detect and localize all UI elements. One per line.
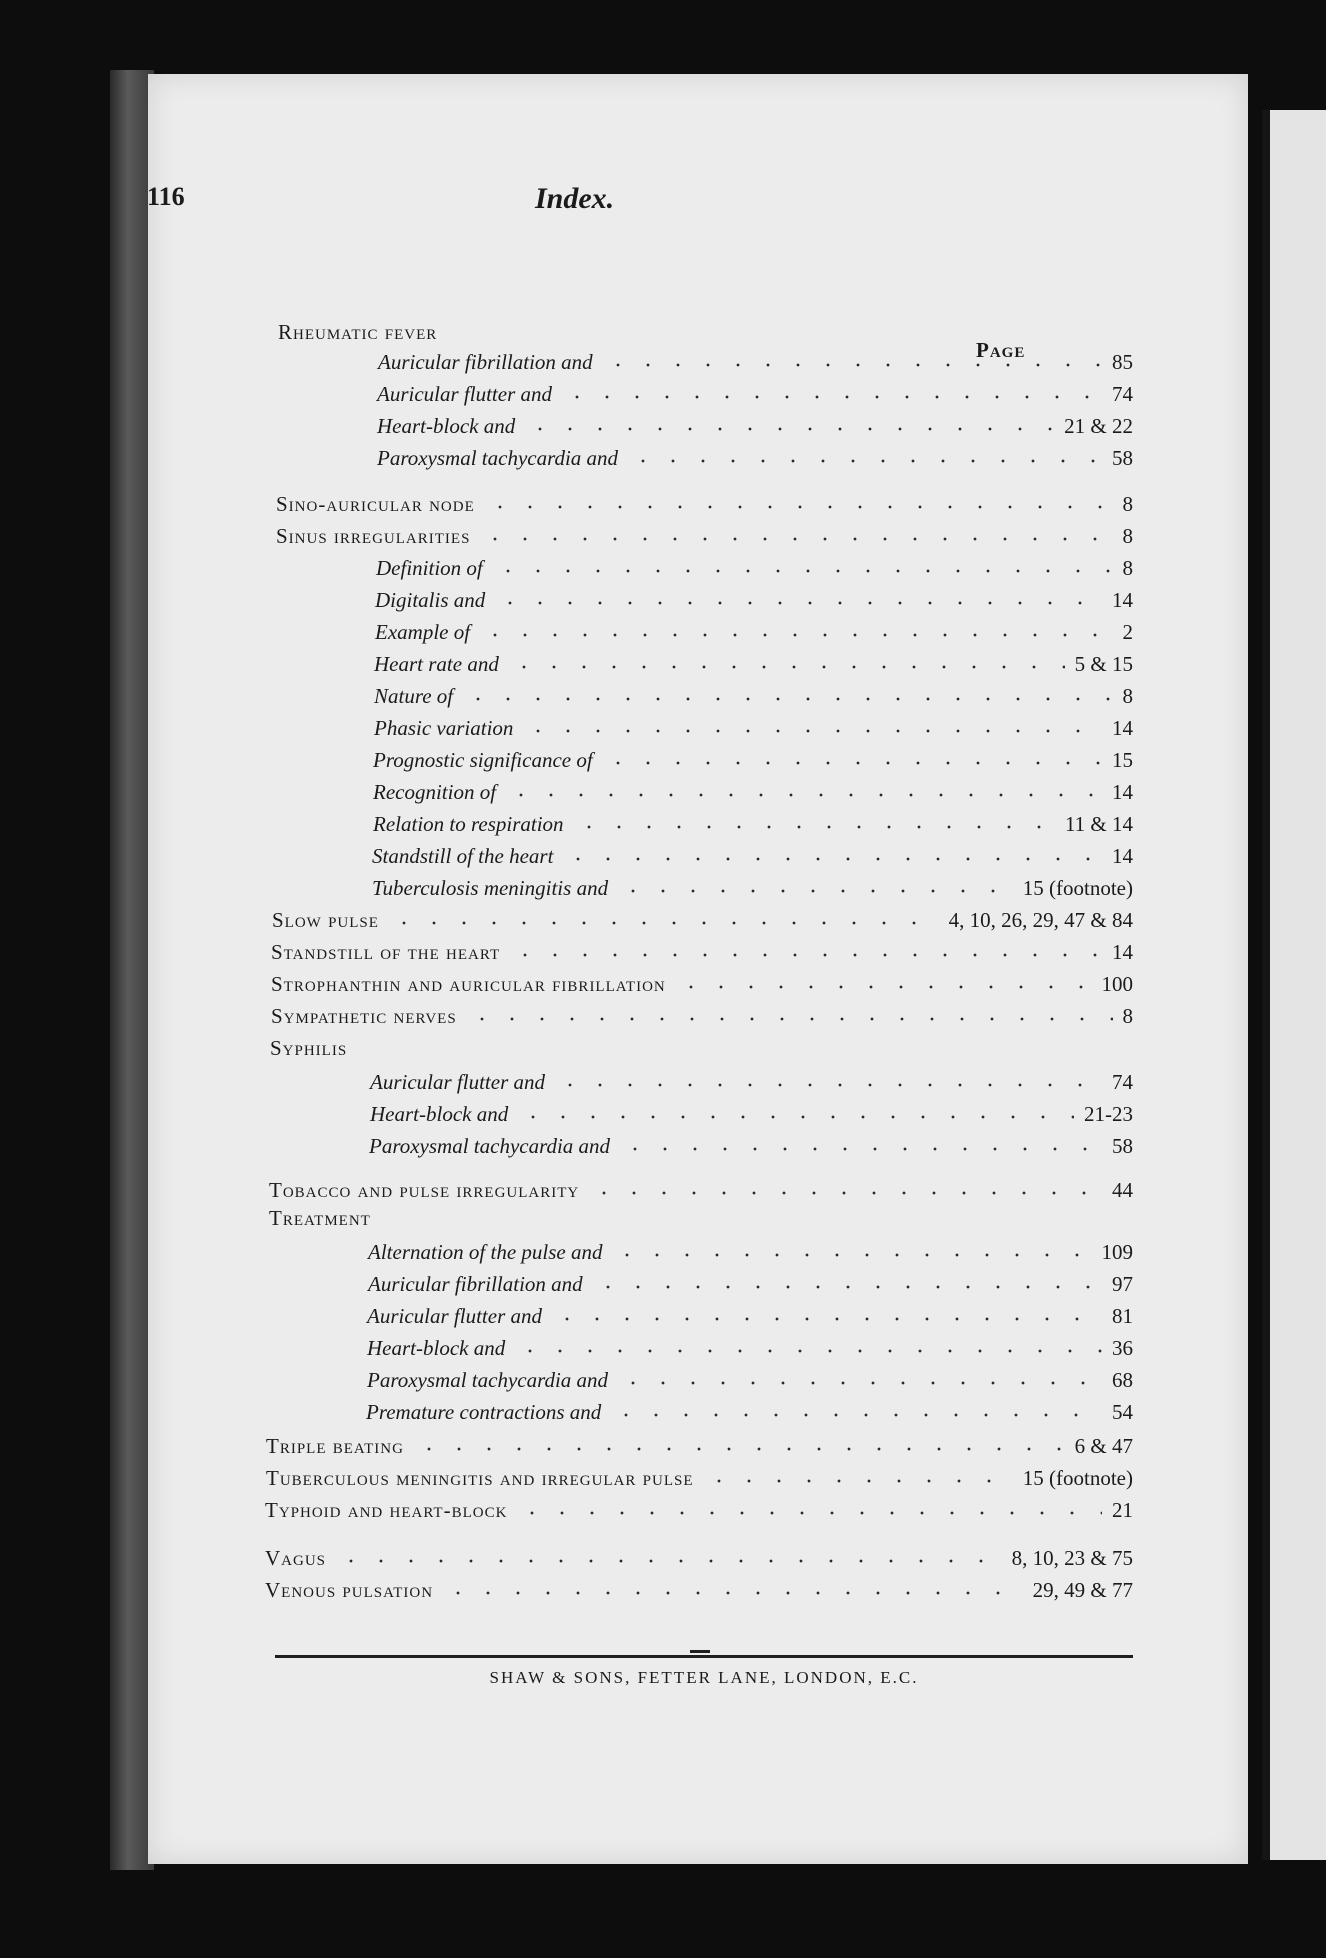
entry-pages: 11 & 14 <box>1064 812 1133 836</box>
dot-leader <box>593 1284 1102 1290</box>
index-subentry <box>367 1336 1133 1366</box>
entry-label: Tobacco and pulse irregularity <box>269 1178 580 1202</box>
dot-leader <box>603 362 1102 368</box>
index-subentry <box>373 780 1133 810</box>
index-subentry <box>374 684 1133 714</box>
dot-leader <box>495 600 1102 606</box>
entry-label: Relation to respiration <box>373 812 564 836</box>
index-subentry <box>368 1240 1133 1270</box>
index-subentry <box>375 588 1133 618</box>
index-entry <box>271 972 1133 1002</box>
entry-pages: 85 <box>1112 350 1133 374</box>
entry-pages: 97 <box>1112 1272 1133 1296</box>
entry-pages: 15 (footnote) <box>1022 1466 1133 1490</box>
entry-label: Heart-block and <box>370 1102 509 1126</box>
entry-label: Example of <box>375 620 471 644</box>
dot-leader <box>603 760 1102 766</box>
entry-pages: 8 <box>1122 492 1133 516</box>
index-subentry <box>372 844 1133 874</box>
page-number: 116 <box>147 182 185 211</box>
index-subentry <box>377 414 1133 444</box>
dot-leader <box>620 1146 1102 1152</box>
index-subentry <box>372 876 1133 906</box>
entry-label: Sinus irregularities <box>276 524 471 548</box>
entry-label: Heart-block and <box>367 1336 506 1360</box>
dot-leader <box>618 888 1013 894</box>
entry-label: Definition of <box>376 556 483 580</box>
entry-label: Paroxysmal tachycardia and <box>369 1134 611 1158</box>
entry-pages: 4, 10, 26, 29, 47 & 84 <box>948 908 1133 932</box>
entry-pages: 68 <box>1112 1368 1133 1392</box>
index-entry <box>265 1546 1133 1576</box>
entry-label: Slow pulse <box>272 908 379 932</box>
index-subentry <box>368 1272 1133 1302</box>
dot-leader <box>485 504 1113 510</box>
entry-label: Treatment <box>269 1206 371 1230</box>
index-subentry <box>373 812 1133 842</box>
dot-leader <box>563 856 1102 862</box>
dot-leader <box>611 1412 1102 1418</box>
dot-leader <box>589 1190 1102 1196</box>
dot-leader <box>518 1114 1074 1120</box>
index-subentry <box>377 446 1133 476</box>
index-subentry <box>377 382 1133 412</box>
dot-leader <box>467 1016 1113 1022</box>
dot-leader <box>480 536 1112 542</box>
dot-leader <box>525 426 1054 432</box>
entry-pages: 14 <box>1112 588 1133 612</box>
page-header <box>147 182 947 232</box>
index-subentry <box>367 1304 1133 1334</box>
dot-leader <box>618 1380 1102 1386</box>
entry-pages: 8 <box>1122 556 1133 580</box>
entry-label: Tuberculosis meningitis and <box>372 876 609 900</box>
dot-leader <box>493 568 1113 574</box>
entry-label: Digitalis and <box>375 588 486 612</box>
entry-label: Rheumatic fever <box>278 320 438 344</box>
index-subentry <box>369 1134 1133 1164</box>
dot-leader <box>574 824 1055 830</box>
page-column-label: Page <box>976 338 1026 362</box>
entry-pages: 8, 10, 23 & 75 <box>1011 1546 1133 1570</box>
dot-leader <box>509 664 1065 670</box>
index-entry <box>266 1434 1133 1464</box>
entry-pages: 21 & 22 <box>1064 414 1133 438</box>
dot-leader <box>443 1590 1023 1596</box>
running-title: Index. <box>535 182 615 215</box>
entry-pages: 58 <box>1112 1134 1133 1158</box>
dot-leader <box>628 458 1102 464</box>
entry-pages: 21 <box>1112 1498 1133 1522</box>
entry-pages: 2 <box>1122 620 1133 644</box>
index-subentry <box>374 652 1133 682</box>
index-subentry <box>370 1070 1133 1100</box>
dot-leader <box>555 1082 1102 1088</box>
entry-pages: 44 <box>1112 1178 1133 1202</box>
entry-pages: 36 <box>1112 1336 1133 1360</box>
entry-pages: 8 <box>1122 684 1133 708</box>
index-entry <box>269 1206 1133 1236</box>
entry-label: Auricular flutter and <box>377 382 552 406</box>
index-subentry <box>376 556 1133 586</box>
entry-pages: 14 <box>1112 940 1133 964</box>
entry-pages: 6 & 47 <box>1074 1434 1133 1458</box>
entry-label: Standstill of the heart <box>372 844 554 868</box>
index-entry <box>265 1578 1133 1608</box>
index-entry <box>271 1004 1133 1034</box>
entry-pages: 14 <box>1112 780 1133 804</box>
printer-imprint: SHAW & SONS, FETTER LANE, LONDON, E.C. <box>489 1668 919 1687</box>
entry-pages: 21-23 <box>1084 1102 1133 1126</box>
entry-pages: 74 <box>1112 1070 1133 1094</box>
entry-label: Standstill of the heart <box>271 940 501 964</box>
entry-label: Venous pulsation <box>265 1578 434 1602</box>
dot-leader <box>480 632 1112 638</box>
entry-label: Paroxysmal tachycardia and <box>367 1368 609 1392</box>
entry-label: Auricular flutter and <box>370 1070 545 1094</box>
entry-label: Tuberculous meningitis and irregular pulse <box>266 1466 694 1490</box>
index-entry <box>276 524 1133 554</box>
dot-leader <box>463 696 1112 702</box>
dot-leader <box>515 1348 1102 1354</box>
entry-label: Premature contractions and <box>366 1400 602 1424</box>
index-subentry <box>374 716 1133 746</box>
index-subentry <box>373 748 1133 778</box>
entry-label: Syphilis <box>270 1036 348 1060</box>
entry-label: Vagus <box>265 1546 327 1570</box>
index-entry <box>271 940 1133 970</box>
dot-leader <box>517 1510 1102 1516</box>
dot-leader <box>506 792 1102 798</box>
dot-leader <box>389 920 939 926</box>
index-entry <box>270 1036 1133 1066</box>
entry-label: Paroxysmal tachycardia and <box>377 446 619 470</box>
entry-pages: 109 <box>1101 1240 1133 1264</box>
index-entry <box>272 908 1133 938</box>
dot-leader <box>704 1478 1013 1484</box>
entry-pages: 58 <box>1112 446 1133 470</box>
entry-label: Heart-block and <box>377 414 516 438</box>
entry-label: Recognition of <box>373 780 497 804</box>
dot-leader <box>562 394 1102 400</box>
entry-pages: 100 <box>1101 972 1133 996</box>
entry-label: Alternation of the pulse and <box>368 1240 603 1264</box>
entry-pages: 81 <box>1112 1304 1133 1328</box>
entry-label: Typhoid and heart-block <box>265 1498 508 1522</box>
entry-label: Heart rate and <box>374 652 499 676</box>
entry-label: Sino-auricular node <box>276 492 475 516</box>
dot-leader <box>510 952 1102 958</box>
entry-pages: 5 & 15 <box>1074 652 1133 676</box>
entry-label: Nature of <box>374 684 454 708</box>
index-subentry <box>366 1400 1133 1430</box>
footer-rule-mark <box>690 1650 710 1653</box>
entry-label: Sympathetic nerves <box>271 1004 457 1028</box>
index-entry <box>265 1498 1133 1528</box>
entry-pages: 8 <box>1122 524 1133 548</box>
index-entry <box>278 320 1133 350</box>
entry-label: Prognostic significance of <box>373 748 593 772</box>
entry-label: Triple beating <box>266 1434 404 1458</box>
index-subentry <box>367 1368 1133 1398</box>
entry-label: Auricular fibrillation and <box>368 1272 583 1296</box>
index-subentry <box>370 1102 1133 1132</box>
entry-pages: 29, 49 & 77 <box>1032 1578 1133 1602</box>
entry-pages: 15 <box>1112 748 1133 772</box>
dot-leader <box>414 1446 1065 1452</box>
entry-pages: 14 <box>1112 716 1133 740</box>
entry-pages: 8 <box>1122 1004 1133 1028</box>
index-subentry <box>378 350 1133 380</box>
index-entry <box>269 1178 1133 1208</box>
dot-leader <box>336 1558 1002 1564</box>
facing-page-edge <box>1262 110 1326 1860</box>
dot-leader <box>676 984 1092 990</box>
entry-pages: 15 (footnote) <box>1022 876 1133 900</box>
entry-pages: 54 <box>1112 1400 1133 1424</box>
entry-label: Strophanthin and auricular fibrillation <box>271 972 666 996</box>
index-entry <box>266 1466 1133 1496</box>
dot-leader <box>612 1252 1091 1258</box>
entry-pages: 14 <box>1112 844 1133 868</box>
footer-rule <box>275 1655 1133 1658</box>
index-subentry <box>375 620 1133 650</box>
dot-leader <box>523 728 1102 734</box>
entry-pages: 74 <box>1112 382 1133 406</box>
dot-leader <box>552 1316 1102 1322</box>
index-entry <box>276 492 1133 522</box>
entry-label: Auricular flutter and <box>367 1304 542 1328</box>
entry-label: Phasic variation <box>374 716 514 740</box>
entry-label: Auricular fibrillation and <box>378 350 593 374</box>
